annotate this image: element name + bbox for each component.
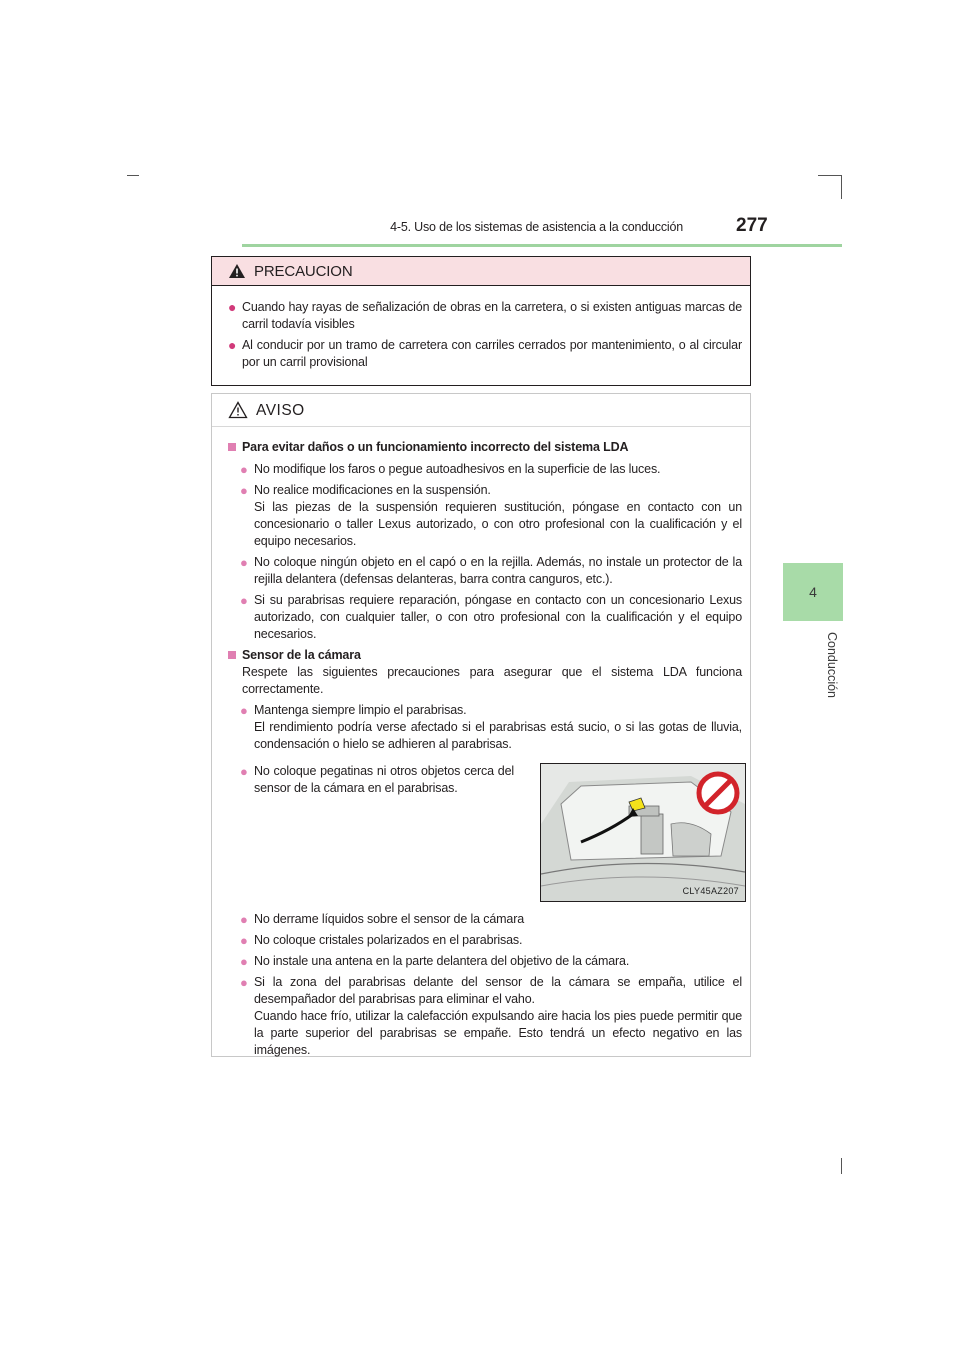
list-item: ● Si la zona del parabrisas delante del sensor de la cámara se empaña, utilice el desempañador del parabrisas para eliminar el vaho. Cuando hace frío, utilizar la calefacción expulsando aire hacia los pies puede permitir que la parte superior del parabrisas se empañe. Esto tendrá un efecto negativo en las imágenes.	[240, 975, 742, 1057]
caution-box	[211, 256, 751, 386]
chapter-title: Conducción	[825, 631, 839, 698]
crop-mark	[841, 1158, 842, 1174]
notice-header	[212, 394, 750, 427]
figure-row	[224, 763, 742, 909]
list-item: ● Cuando hay rayas de señalización de obras en la carretera, o si existen antiguas marcas de carril todavía visibles	[228, 299, 742, 331]
section-intro: Respete las siguientes precauciones para asegurar que el sistema LDA funciona correctamente.	[242, 665, 742, 696]
list-item: ● Mantenga siempre limpio el parabrisas. El rendimiento podría verse afectado si el parabrisas está sucio, o si las gotas de lluvia, condensación o hielo se adhieren al parabrisas.	[240, 703, 742, 751]
list-item: ● No instale una antena en la parte delantera del objetivo de la cámara.	[240, 954, 630, 969]
windshield-illustration	[541, 764, 745, 901]
section-title: Para evitar daños o un funcionamiento incorrecto del sistema LDA	[224, 439, 742, 456]
crop-mark	[818, 175, 842, 176]
list-item: ● No modifique los faros o pegue autoadhesivos en la superficie de las luces.	[240, 462, 661, 477]
chapter-number: 4	[809, 584, 817, 600]
list-item: ● No coloque pegatinas ni otros objetos cerca del sensor de la cámara en el parabrisas.	[240, 764, 514, 795]
caution-content	[212, 286, 750, 371]
section-header: 4-5. Uso de los sistemas de asistencia a la conducción	[390, 220, 683, 234]
notice-content	[212, 427, 750, 1059]
crop-mark	[127, 175, 139, 176]
list-item: ● No coloque ningún objeto en el capó o en la rejilla. Además, no instale un protector de la rejilla delantera (defensas delanteras, barra contra canguros, etc.).	[240, 555, 742, 586]
warning-triangle-icon	[228, 401, 248, 419]
notice-title: AVISO	[256, 401, 305, 419]
crop-mark	[841, 175, 842, 199]
warning-triangle-icon	[228, 263, 246, 279]
caution-header	[212, 257, 750, 286]
list-item: ● No derrame líquidos sobre el sensor de la cámara	[240, 912, 525, 927]
chapter-tab	[783, 563, 843, 621]
list-item: ● No coloque cristales polarizados en el parabrisas.	[240, 933, 523, 948]
caution-title: PRECAUCION	[254, 262, 353, 280]
figure-code: CLY45AZ207	[682, 886, 739, 896]
list-item: ● Al conducir por un tramo de carretera con carriles cerrados por mantenimiento, o al circular por un carril provisional	[228, 337, 742, 369]
camera-sensor-figure	[540, 763, 746, 902]
section-title: Sensor de la cámara	[224, 647, 742, 664]
list-item: ● Si su parabrisas requiere reparación, póngase en contacto con un concesionario Lexus autorizado, con cualquier taller, o con otro profesional con la cualificación y el equipo necesarios.	[240, 593, 742, 641]
notice-box	[211, 393, 751, 1057]
header-rule	[242, 244, 842, 247]
page-number: 277	[736, 215, 768, 236]
list-item: ● No realice modificaciones en la suspensión. Si las piezas de la suspensión requieren sustitución, póngase en contacto con un concesionario o taller Lexus autorizado, o con otro profesional con la cualificación y el equipo necesarios.	[240, 483, 742, 548]
